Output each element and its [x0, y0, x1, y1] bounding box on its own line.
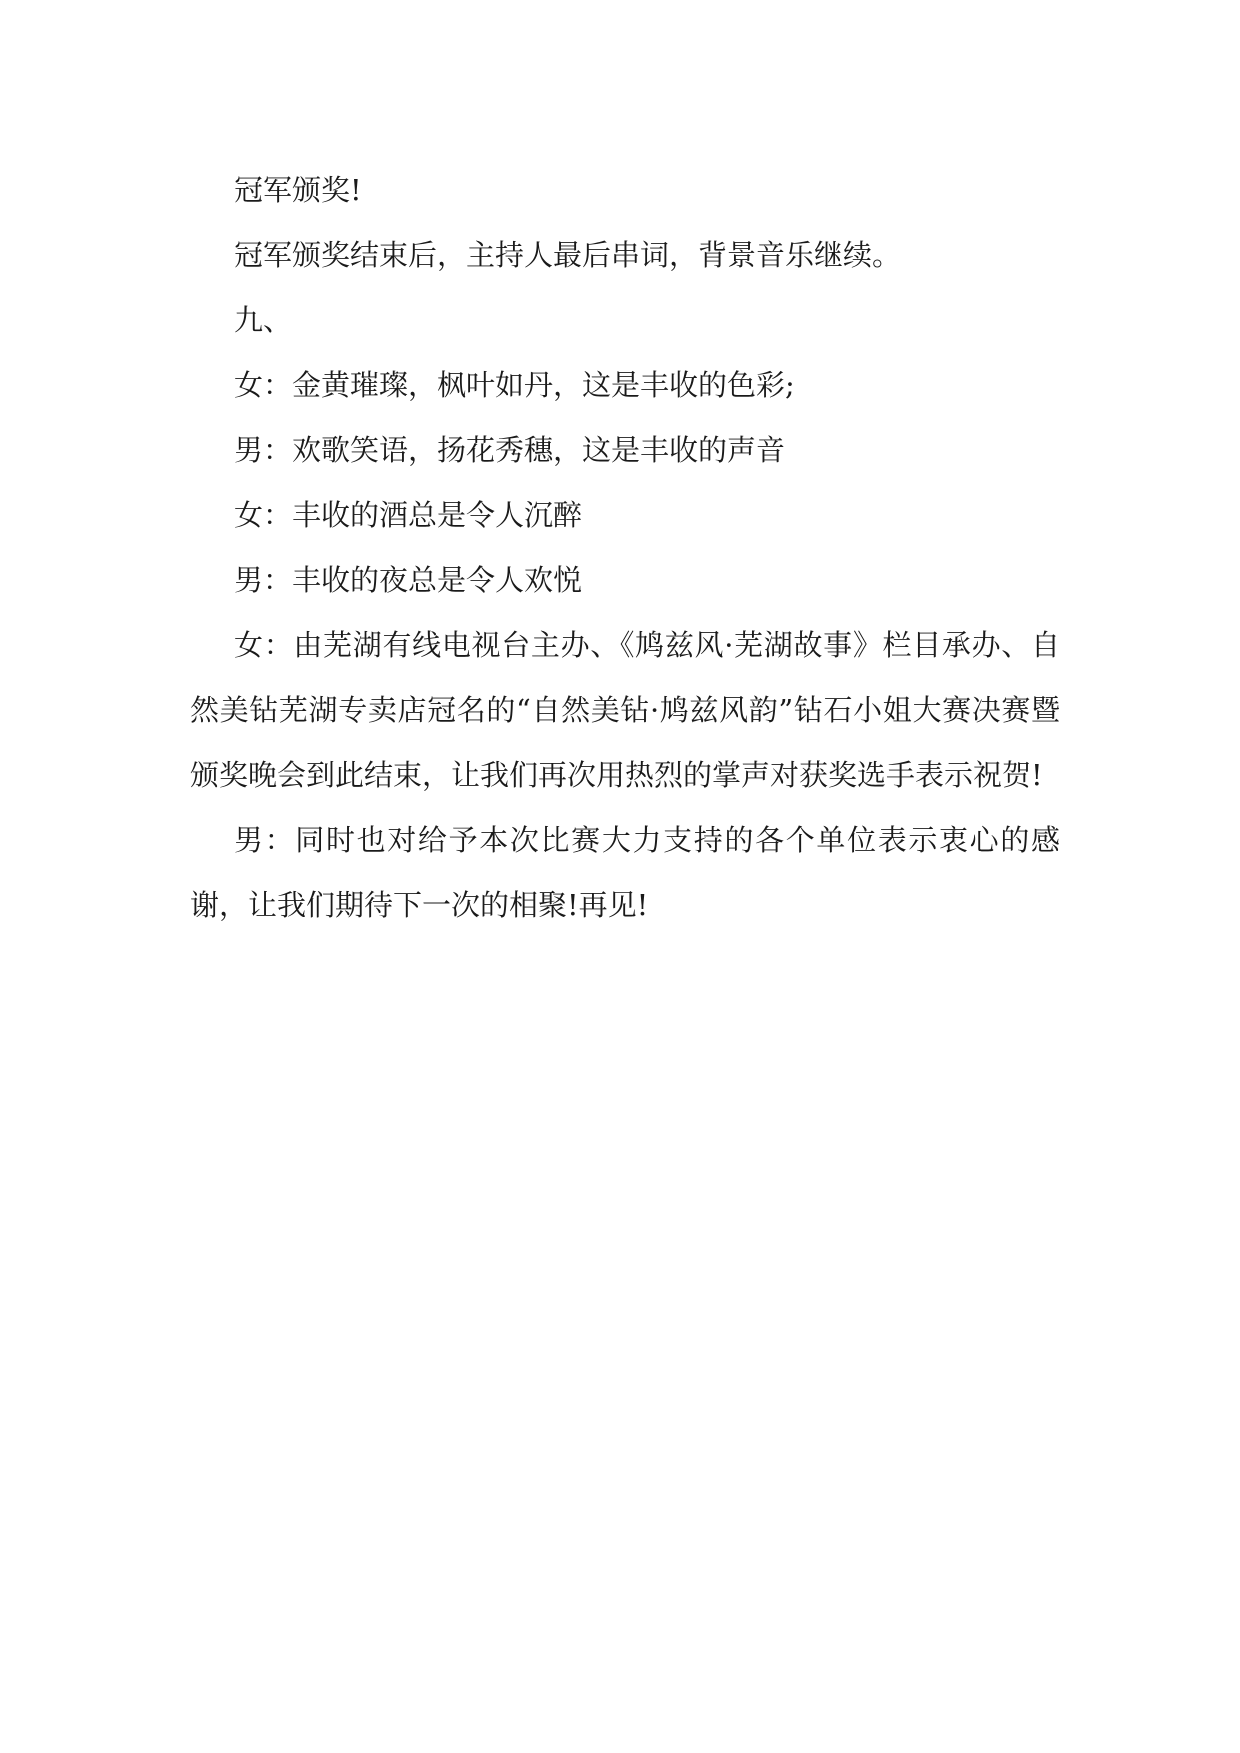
dialogue-line: 女：金黄璀璨，枫叶如丹，这是丰收的色彩;: [234, 368, 795, 402]
document-body: [190, 158, 1060, 938]
paragraph-award: 冠军颁奖!: [234, 173, 362, 207]
paragraph-stage-direction: 冠军颁奖结束后，主持人最后串词，背景音乐继续。: [234, 238, 902, 272]
dialogue-line: 男：丰收的夜总是令人欢悦: [234, 563, 583, 597]
section-heading: 九、: [234, 303, 293, 337]
dialogue-line: 男：欢歌笑语，扬花秀穗，这是丰收的声音: [234, 433, 786, 467]
dialogue-line-farewell: 男：同时也对给予本次比赛大力支持的各个单位表示衷心的感谢，让我们期待下一次的相聚!再见!: [190, 823, 1060, 922]
dialogue-line: 女：丰收的酒总是令人沉醉: [234, 498, 583, 532]
dialogue-line-closing: 女：由芜湖有线电视台主办、《鸠兹风·芜湖故事》栏目承办、自然美钻芜湖专卖店冠名的“自然美钻·鸠兹风韵”钻石小姐大赛决赛暨颁奖晚会到此结束，让我们再次用热烈的掌声对获奖选手表示祝贺!: [190, 628, 1060, 792]
